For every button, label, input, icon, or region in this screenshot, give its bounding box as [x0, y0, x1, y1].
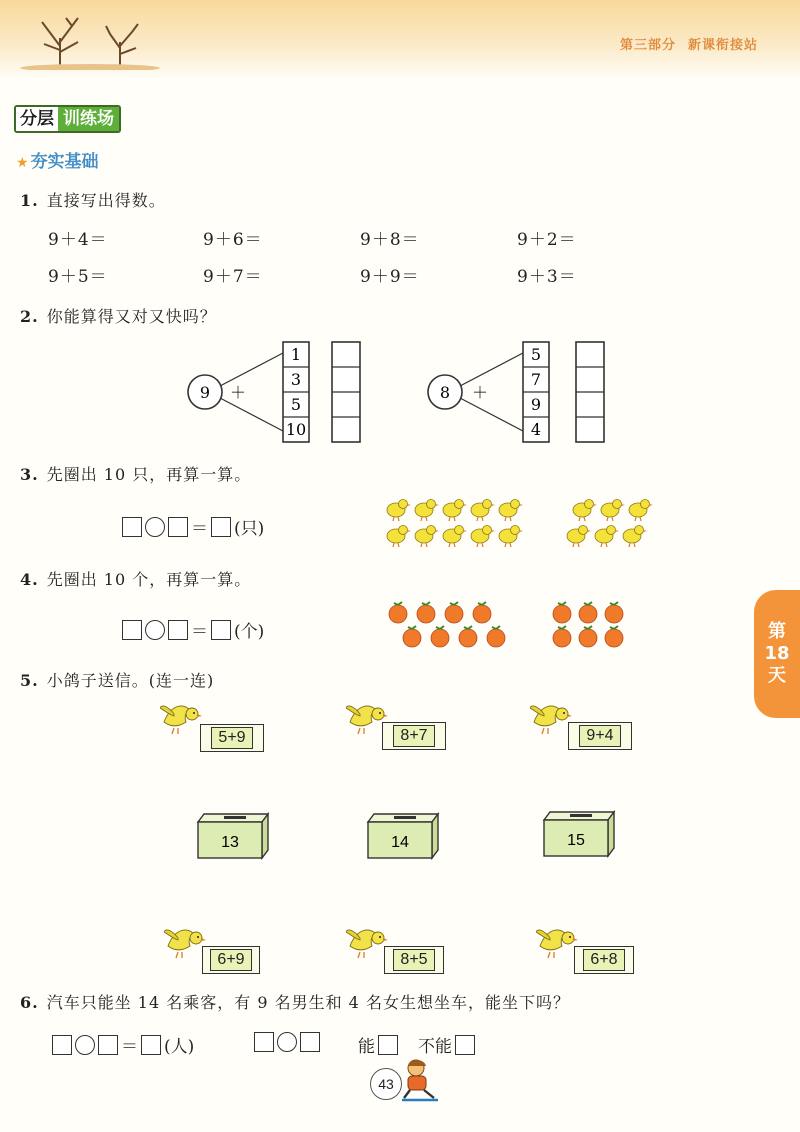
letter-envelope[interactable] — [574, 946, 634, 974]
q3-text: 先圈出 10 只，再算一算。 — [46, 465, 252, 484]
q1-item: 9＋3＝ — [517, 267, 577, 287]
equals-sign: ＝ — [191, 519, 208, 539]
day-tab-line3: 天 — [768, 665, 786, 686]
q6-compare — [254, 1032, 320, 1052]
letter-expression: 8+5 — [393, 949, 434, 971]
operator-circle[interactable] — [145, 517, 165, 537]
letter-envelope[interactable] — [200, 724, 264, 752]
question-3 — [20, 462, 251, 485]
q4-formula — [122, 617, 264, 642]
unit-label: (个) — [234, 622, 265, 642]
letter-expression: 8+7 — [393, 725, 434, 747]
q4-text: 先圈出 10 个，再算一算。 — [46, 570, 252, 589]
day-tab — [754, 590, 800, 718]
q2-text: 你能算得又对又快吗？ — [46, 307, 217, 326]
answer-box[interactable] — [254, 1032, 274, 1052]
q1-item: 9＋4＝ — [48, 230, 108, 250]
operator-circle[interactable] — [75, 1035, 95, 1055]
q1-item: 9＋2＝ — [517, 230, 577, 250]
cannot-label: 不能 — [418, 1037, 452, 1057]
mailbox-number: 15 — [567, 832, 585, 849]
q2-left-num: 3 — [290, 370, 302, 389]
question-5 — [20, 668, 214, 691]
answer-box[interactable] — [211, 517, 231, 537]
letter-expression: 6+9 — [210, 949, 251, 971]
q3-formula — [122, 514, 264, 539]
q2-left-center: 9 — [199, 383, 211, 402]
answer-box[interactable] — [98, 1035, 118, 1055]
operator-circle[interactable] — [277, 1032, 297, 1052]
question-2 — [20, 304, 217, 327]
q2-diagrams — [180, 338, 640, 446]
star-icon: ★ — [16, 155, 29, 171]
letter-envelope[interactable] — [202, 946, 260, 974]
letter-expression: 6+8 — [583, 949, 624, 971]
badge-part-a: 分层 — [16, 107, 58, 131]
day-tab-line2: 18 — [764, 643, 790, 664]
answer-box[interactable] — [211, 620, 231, 640]
unit-label: (只) — [234, 519, 265, 539]
q2-right-center: 8 — [439, 383, 451, 402]
oranges-illustration — [384, 600, 644, 652]
q1-item: 9＋5＝ — [48, 267, 108, 287]
mascot-icon — [398, 1058, 444, 1102]
q6-formula — [52, 1032, 194, 1057]
answer-box[interactable] — [52, 1035, 72, 1055]
q5-text: 小鸽子送信。(连一连) — [46, 671, 215, 690]
equals-sign: ＝ — [191, 622, 208, 642]
answer-box[interactable] — [300, 1032, 320, 1052]
question-1 — [20, 188, 166, 211]
q2-left-diagram — [188, 342, 360, 442]
day-tab-line1: 第 — [768, 621, 786, 642]
q6-text: 汽车只能坐 14 名乘客，有 9 名男生和 4 名女生想坐车，能坐下吗？ — [46, 993, 570, 1012]
q2-left-num: 10 — [285, 420, 307, 439]
chick-group-left — [387, 500, 523, 548]
q1-number: 1. — [20, 191, 39, 210]
answer-box[interactable] — [122, 517, 142, 537]
q1-text: 直接写出得数。 — [46, 191, 166, 210]
q2-right-num: 4 — [530, 420, 542, 439]
unit-label: (人) — [164, 1037, 195, 1057]
answer-box[interactable] — [122, 620, 142, 640]
operator-circle[interactable] — [145, 620, 165, 640]
can-label: 能 — [358, 1037, 375, 1057]
letter-envelope[interactable] — [384, 946, 444, 974]
q6-choice — [358, 1032, 475, 1057]
subheading-text: 夯实基础 — [30, 152, 99, 172]
q2-number: 2. — [20, 307, 39, 326]
q1-item: 9＋7＝ — [203, 267, 263, 287]
mailbox[interactable] — [196, 812, 272, 862]
trees-illustration — [20, 8, 160, 70]
header-section: 新课衔接站 — [687, 38, 758, 53]
subheading — [16, 147, 99, 172]
q5-number: 5. — [20, 671, 39, 690]
q2-right-op: ＋ — [471, 383, 489, 402]
q2-right-num: 7 — [530, 370, 542, 389]
q2-left-num: 5 — [290, 395, 302, 414]
chicks-illustration — [382, 495, 682, 553]
mailbox-number: 13 — [221, 834, 239, 851]
letter-expression: 9+4 — [579, 725, 620, 747]
question-6 — [20, 990, 570, 1013]
letter-envelope[interactable] — [382, 722, 446, 750]
q2-right-diagram — [428, 342, 604, 442]
letter-envelope[interactable] — [568, 722, 632, 750]
mailbox[interactable] — [366, 812, 442, 862]
q6-number: 6. — [20, 993, 39, 1012]
q2-left-op: ＋ — [229, 383, 247, 402]
q3-number: 3. — [20, 465, 39, 484]
question-4 — [20, 567, 251, 590]
answer-box[interactable] — [141, 1035, 161, 1055]
section-badge — [14, 105, 121, 133]
q1-item: 9＋8＝ — [360, 230, 420, 250]
page-number: 43 — [370, 1068, 402, 1100]
q2-left-num: 1 — [290, 345, 302, 364]
can-checkbox[interactable] — [378, 1035, 398, 1055]
letter-expression: 5+9 — [211, 727, 252, 749]
equals-sign: ＝ — [121, 1037, 138, 1057]
orange-group-right — [553, 602, 623, 647]
q2-right-num: 5 — [530, 345, 542, 364]
q1-item: 9＋6＝ — [203, 230, 263, 250]
badge-part-b: 训练场 — [58, 107, 119, 131]
q4-number: 4. — [20, 570, 39, 589]
answer-box[interactable] — [168, 517, 188, 537]
answer-box[interactable] — [168, 620, 188, 640]
chick-group-right — [567, 500, 653, 548]
q2-right-num: 9 — [530, 395, 542, 414]
header-title — [608, 34, 758, 53]
mailbox[interactable] — [542, 810, 618, 860]
cannot-checkbox[interactable] — [455, 1035, 475, 1055]
mailbox-number: 14 — [391, 834, 409, 851]
header-part: 第三部分 — [619, 38, 676, 53]
orange-group-left — [389, 602, 505, 647]
q1-item: 9＋9＝ — [360, 267, 420, 287]
